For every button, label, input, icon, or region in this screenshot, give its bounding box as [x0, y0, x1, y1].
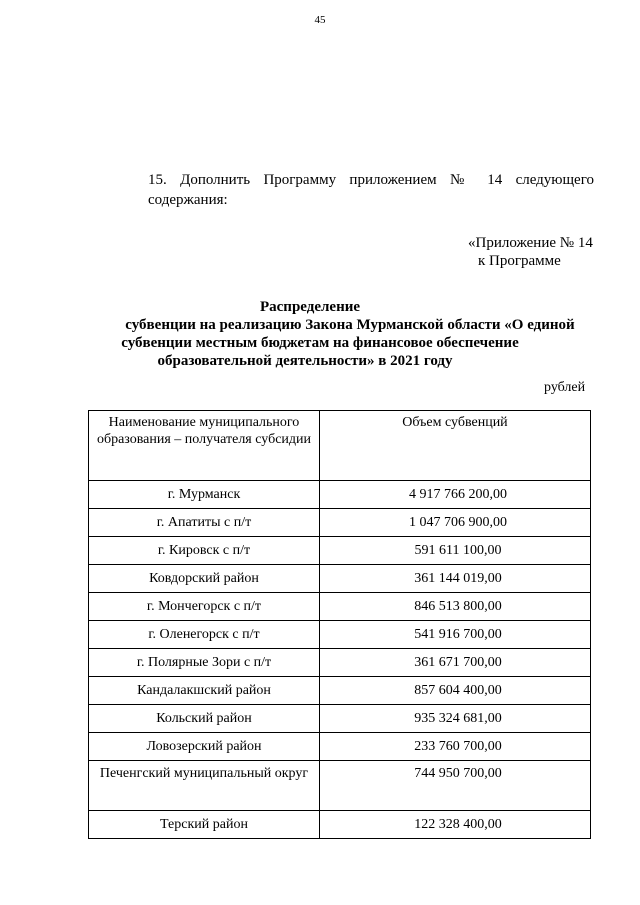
subvention-amount: 122 328 400,00: [320, 811, 591, 839]
heading-line-4: образовательной деятельности» в 2021 году: [157, 353, 453, 369]
appendix-line-1: «Приложение № 14: [468, 235, 593, 251]
subvention-amount: 846 513 800,00: [320, 593, 591, 621]
municipality-name: г. Полярные Зори с п/т: [89, 649, 320, 677]
subvention-amount: 233 760 700,00: [320, 733, 591, 761]
subvention-amount: 361 671 700,00: [320, 649, 591, 677]
municipality-name: Ловозерский район: [89, 733, 320, 761]
municipality-name: Кольский район: [89, 705, 320, 733]
subvention-table: [88, 410, 591, 839]
table-row: [89, 811, 591, 839]
subvention-amount: 857 604 400,00: [320, 677, 591, 705]
header-amount: Объем субвенций: [320, 411, 591, 481]
municipality-name: Кандалакшский район: [89, 677, 320, 705]
subvention-amount: 4 917 766 200,00: [320, 481, 591, 509]
subvention-amount: 1 047 706 900,00: [320, 509, 591, 537]
table-row: [89, 537, 591, 565]
appendix-reference: [468, 234, 593, 270]
subvention-amount: 361 144 019,00: [320, 565, 591, 593]
amendment-paragraph-line-1: 15. Дополнить Программу приложением № 14 следующего: [148, 172, 594, 188]
table-row: [89, 705, 591, 733]
heading-line-1: Распределение: [259, 299, 361, 315]
amendment-paragraph-line-2: содержания:: [148, 192, 228, 208]
page-number: 45: [314, 14, 326, 26]
municipality-name: г. Мурманск: [89, 481, 320, 509]
table-row: [89, 677, 591, 705]
municipality-name: Печенгский муниципальный округ: [89, 761, 320, 811]
municipality-name: Терский район: [89, 811, 320, 839]
heading-line-3: субвенции местным бюджетам на финансовое обеспечение: [121, 335, 519, 351]
document-heading: [120, 298, 580, 370]
municipality-name: г. Апатиты с п/т: [89, 509, 320, 537]
table-row: [89, 733, 591, 761]
table-row: [89, 509, 591, 537]
table-row: [89, 649, 591, 677]
units-label: рублей: [544, 380, 586, 395]
table-row: [89, 481, 591, 509]
header-municipality: Наименование муниципального образования – получателя субсидии: [89, 411, 320, 481]
heading-line-2: субвенции на реализацию Закона Мурманской области «О единой: [125, 317, 575, 333]
subvention-amount: 591 611 100,00: [320, 537, 591, 565]
municipality-name: г. Кировск с п/т: [89, 537, 320, 565]
municipality-name: г. Мончегорск с п/т: [89, 593, 320, 621]
table-row: [89, 761, 591, 811]
table-row: [89, 565, 591, 593]
municipality-name: г. Оленегорск с п/т: [89, 621, 320, 649]
subvention-amount: 935 324 681,00: [320, 705, 591, 733]
subvention-amount: 744 950 700,00: [320, 761, 591, 811]
municipality-name: Ковдорский район: [89, 565, 320, 593]
subvention-amount: 541 916 700,00: [320, 621, 591, 649]
table-row: [89, 593, 591, 621]
table-header-row: [89, 411, 591, 481]
appendix-line-2: к Программе: [478, 253, 561, 269]
table-row: [89, 621, 591, 649]
